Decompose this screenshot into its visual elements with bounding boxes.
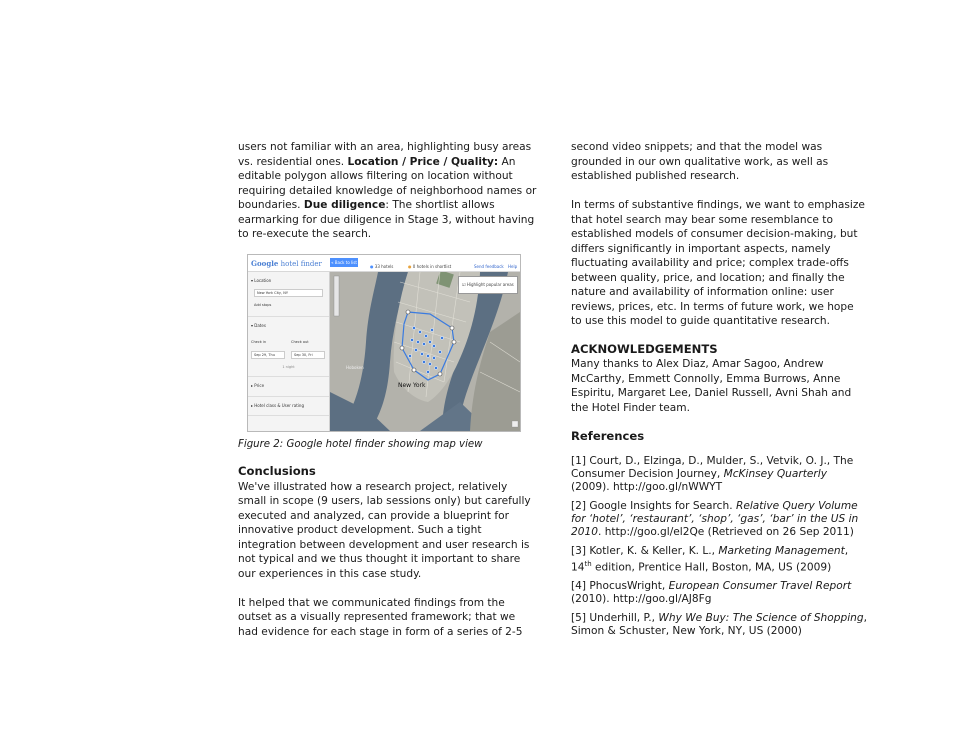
reference-3: [3] Kotler, K. & Keller, K. L., Marketing Management, 14th edition, Prentice Hall, Boston, MA, US (2009) bbox=[571, 544, 849, 574]
check-out-input: Sep 30, Fri bbox=[291, 351, 325, 359]
dates-section: ▾ Dates Check in Sep 29, Thu Check out Sep 30, Fri 1 night bbox=[248, 317, 329, 378]
hotel-finder-screenshot-figure bbox=[247, 254, 521, 432]
help-link: Help bbox=[508, 263, 518, 269]
right-paragraph-2: In terms of substantive findings, we want to emphasize that hotel search may bear some resemblance to established models of consumer decision-making, but differs significantly in important aspects, namely fluctuating availability and price; complex trade-offs between quality, price, and location; and finally the nature and availability of information online: user reviews, prices, etc. In terms of future work, we hope to use this model to guide quantitative research. bbox=[571, 199, 865, 327]
figure-top-bar bbox=[248, 255, 520, 272]
right-column bbox=[571, 140, 867, 638]
nights-count: 1 night bbox=[282, 364, 295, 369]
shortlist-count: ● 0 hotels in shortlist bbox=[408, 263, 452, 269]
acknowledgements-heading: ACKNOWLEDGEMENTS bbox=[571, 341, 718, 356]
price-section: ▸ Price bbox=[248, 377, 329, 397]
send-feedback-link: Send feedback bbox=[474, 263, 504, 269]
due-diligence-term: Due diligence bbox=[303, 199, 386, 211]
right-paragraph-1: second video snippets; and that the model was grounded in our own qualitative work, as well as established published research. bbox=[571, 141, 829, 182]
map-view bbox=[330, 272, 520, 431]
map-label-hoboken: Hoboken bbox=[346, 364, 364, 370]
back-to-list-button: « Back to list bbox=[331, 259, 357, 265]
figure-caption: Figure 2: Google hotel finder showing map view bbox=[238, 438, 483, 450]
location-input: New York City, NY bbox=[254, 289, 323, 297]
conclusions-heading: Conclusions bbox=[238, 464, 316, 478]
hotel-finder-logo: Google hotel finder bbox=[251, 258, 322, 268]
conclusions-paragraph-2: It helped that we communicated findings from the outset as a visually represented framework; that we had evidence for each stage in form of a series of 2-5 bbox=[238, 596, 523, 638]
location-price-quality-term: Location / Price / Quality: bbox=[347, 155, 499, 168]
hotels-count: ● 33 hotels bbox=[370, 263, 394, 269]
reference-1: [1] Court, D., Elzinga, D., Mulder, S., Vetvik, O. J., The Consumer Decision Journey, McKinsey Quarterly (2009). http://goo.gl/nWWYT bbox=[571, 454, 854, 493]
map-image bbox=[330, 272, 520, 431]
reference-2: [2] Google Insights for Search. Relative Query Volume for ‘hotel’, ‘restaurant’, ‘shop’, ‘gas’, ‘bar’ in the US in 2010. http://goo.gl/el2Qe (Retrieved on 26 Sep 2011) bbox=[571, 499, 859, 538]
conclusions-paragraph-1: We've illustrated how a research project, relatively small in scope (9 users, lab sessions only) but carefully executed and analyzed, can provide a blueprint for innovative product development. Such a tight integration between development and user research is not typical and we thus thought it important to share our experiences in this case study. bbox=[238, 480, 531, 580]
acknowledgements-text: Many thanks to Alex Diaz, Amar Sagoo, Andrew McCarthy, Emmett Connolly, Emma Burrows, Anne Espiritu, Margaret Lee, Daniel Russell, Avni Shah and the Hotel Finder team. bbox=[571, 358, 852, 414]
location-section: ▾ Location New York City, NY Add stops bbox=[248, 272, 329, 317]
map-label-new-york: New York bbox=[398, 381, 426, 389]
left-column bbox=[238, 140, 538, 639]
reference-5: [5] Underhill, P., Why We Buy: The Science of Shopping, Simon & Schuster, New York, NY, US (2000) bbox=[571, 612, 867, 638]
stage-description-paragraph: users not familiar with an area, highlighting busy areas vs. residential ones. Location / Price / Quality: An editable polygon allows filtering on location without requiring detailed knowledge of neighborhood names or boundaries. Due diligence: The shortlist allows earmarking for due diligence in Stage 3, without having to re-execute the search. bbox=[238, 141, 537, 240]
reference-4: [4] PhocusWright, European Consumer Travel Report (2010). http://goo.gl/AJ8Fg bbox=[571, 580, 852, 606]
check-in-input: Sep 29, Thu bbox=[251, 351, 285, 359]
references-heading: References bbox=[571, 429, 645, 443]
hotel-class-section: ▸ Hotel class & User rating bbox=[248, 397, 329, 417]
filter-sidebar bbox=[248, 272, 330, 431]
highlight-popular-areas-checkbox: ☑ Highlight popular areas bbox=[458, 276, 518, 295]
add-stops-button: Add stops bbox=[254, 303, 272, 307]
reference-list bbox=[571, 455, 867, 639]
